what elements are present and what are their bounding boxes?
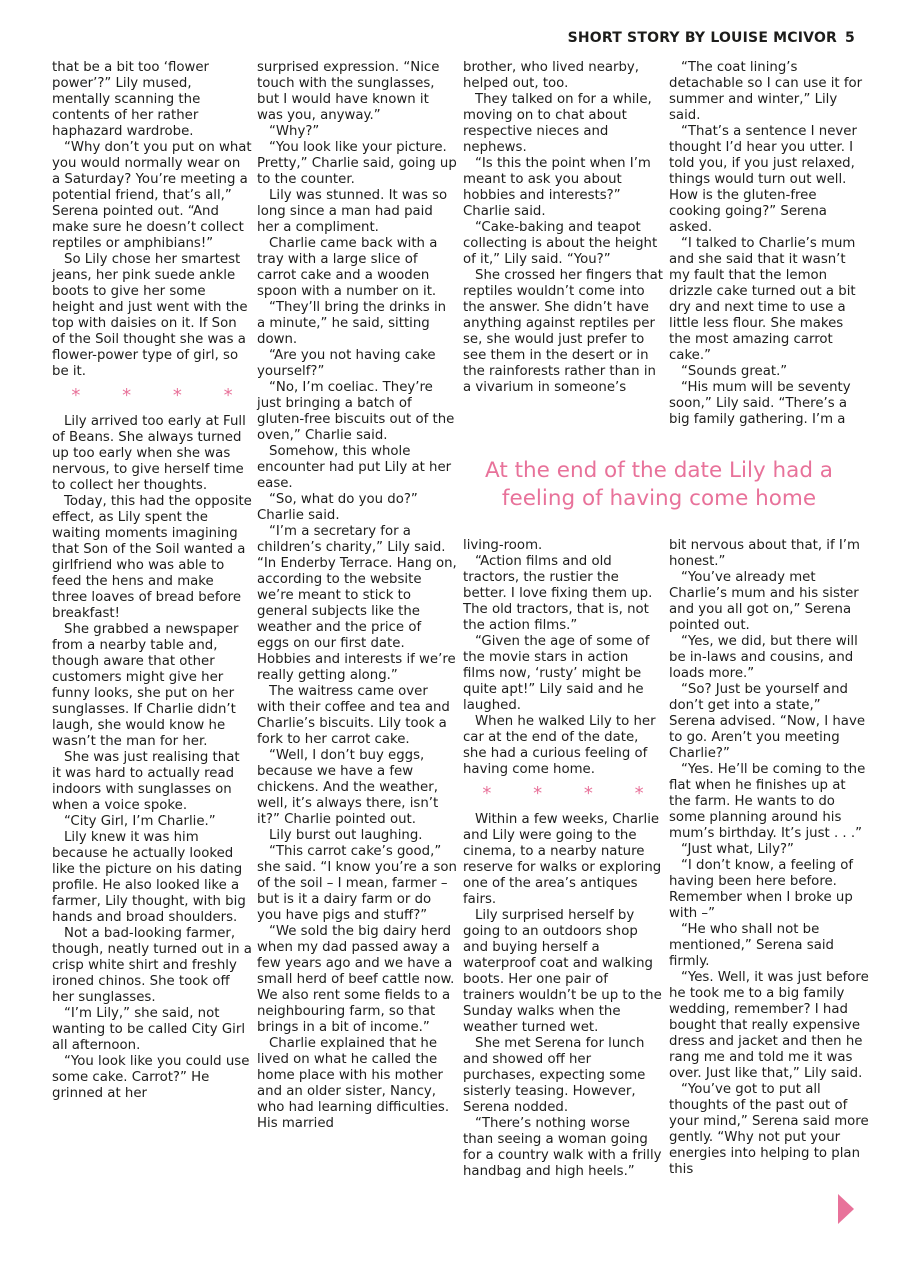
paragraph: Charlie explained that he lived on what he called the home place with his mother and an older sister, Nancy, who had learning difficulties. His married xyxy=(257,1036,450,1131)
paragraph: Lily burst out laughing. xyxy=(269,828,423,843)
paragraph: “So, what do you do?” Charlie said. xyxy=(257,492,418,523)
paragraph: brother, who lived nearby, helped out, too. xyxy=(463,60,640,91)
paragraph: “You look like your picture. Pretty,” Charlie said, going up to the counter. xyxy=(257,140,457,187)
paragraph: “So? Just be yourself and don’t get into a state,” Serena advised. “Now, I have to go. Aren’t you meeting Charlie?” xyxy=(669,682,866,761)
paragraph: “You’ve already met Charlie’s mum and his sister and you all got on,” Serena pointed out. xyxy=(669,570,859,633)
section-separator: * * * * xyxy=(71,385,251,406)
paragraph: “Why?” xyxy=(269,124,320,139)
paragraph: “Yes, we did, but there will be in-laws and cousins, and loads more.” xyxy=(669,634,858,681)
paragraph: “I talked to Charlie’s mum and she said that it wasn’t my fault that the lemon drizzle cake turned out a bit dry and next time to use a little less flour. She makes the most amazing carrot cake.” xyxy=(669,236,856,363)
paragraph: Somehow, this whole encounter had put Lily at her ease. xyxy=(257,444,452,491)
paragraph: The waitress came over with their coffee and tea and Charlie’s biscuits. Lily took a fork to her carrot cake. xyxy=(257,684,450,747)
paragraph: Not a bad-looking farmer, though, neatly turned out in a crisp white shirt and freshly ironed chinos. She took off her sunglasses. xyxy=(52,926,252,1005)
paragraph: Within a few weeks, Charlie and Lily were going to the cinema, to a nearby nature reserve for walks or exploring one of the area’s antiques fairs. xyxy=(463,812,662,907)
paragraph: She crossed her fingers that reptiles wouldn’t come into the answer. She didn’t have anything against reptiles per se, she would just prefer to see them in the desert or in the rainforests rather than in a vivarium in someone’s xyxy=(463,268,663,395)
paragraph: “His mum will be seventy soon,” Lily said. “There’s a big family gathering. I’m a xyxy=(669,380,851,427)
paragraph: Lily was stunned. It was so long since a man had paid her a compliment. xyxy=(257,188,448,235)
pull-quote: At the end of the date Lily had a feeling of having come home xyxy=(485,458,833,511)
paragraph: “Yes. He’ll be coming to the flat when he finishes up at the farm. He wants to do some planning around his mum’s birthday. It’s just . . .” xyxy=(669,762,866,841)
paragraph: “They’ll bring the drinks in a minute,” he said, sitting down. xyxy=(257,300,447,347)
paragraph: “Cake-baking and teapot collecting is about the height of it,” Lily said. “You?” xyxy=(463,220,658,267)
paragraph: Today, this had the opposite effect, as Lily spent the waiting moments imagining that Son of the Soil wanted a girlfriend who was able to feed the hens and make three loaves of bread before breakfast! xyxy=(52,494,252,621)
paragraph: “No, I’m coeliac. They’re just bringing a batch of gluten-free biscuits out of the oven,” Charlie said. xyxy=(257,380,455,443)
running-header xyxy=(568,30,855,46)
section-separator: * * * * xyxy=(482,783,662,804)
paragraph: “That’s a sentence I never thought I’d hear you utter. I told you, if you just relaxed, things would turn out well. How is the gluten-free cooking going?” Serena asked. xyxy=(669,124,857,235)
column-4-top xyxy=(669,60,869,428)
column-1 xyxy=(52,60,252,1102)
paragraph: “Are you not having cake yourself?” xyxy=(257,348,436,379)
paragraph: She was just realising that it was hard to actually read indoors with sunglasses on when a voice spoke. xyxy=(52,750,240,813)
paragraph: “He who shall not be mentioned,” Serena said firmly. xyxy=(669,922,834,969)
continue-arrow-icon xyxy=(838,1194,854,1224)
paragraph: So Lily chose her smartest jeans, her pink suede ankle boots to give her some height and just went with the top with daisies on it. If Son of the Soil thought she was a flower-power type of girl, so be it. xyxy=(52,252,248,379)
paragraph: Lily arrived too early at Full of Beans. She always turned up too early when she was nervous, to give herself time to collect her thoughts. xyxy=(52,414,246,493)
paragraph: living-room. xyxy=(463,538,543,553)
paragraph: “Why don’t you put on what you would normally wear on a Saturday? You’re meeting a potential friend, that’s all,” Serena pointed out. “And make sure he doesn’t collect reptiles or amphibians!” xyxy=(52,140,252,251)
paragraph: that be a bit too ‘flower power’?” Lily mused, mentally scanning the contents of her rather haphazard wardrobe. xyxy=(52,60,209,139)
paragraph: “You’ve got to put all thoughts of the past out of your mind,” Serena said more gently. “Why not put your energies into helping to plan this xyxy=(669,1082,869,1177)
paragraph: “Is this the point when I’m meant to ask you about hobbies and interests?” Charlie said. xyxy=(463,156,651,219)
paragraph: “Given the age of some of the movie stars in action films now, ‘rusty’ might be quite apt!” Lily said and he laughed. xyxy=(463,634,650,713)
paragraph: “Sounds great.” xyxy=(681,364,788,379)
column-3-top xyxy=(463,60,663,396)
paragraph: “Action films and old tractors, the rustier the better. I love fixing them up. The old tractors, that is, not the action films.” xyxy=(463,554,653,633)
paragraph: “You look like you could use some cake. Carrot?” He grinned at her xyxy=(52,1054,250,1101)
paragraph: “I’m a secretary for a children’s charity,” Lily said. “In Enderby Terrace. Hang on, according to the website we’re meant to stick to general subjects like the weather and the price of eggs on our first date. Hobbies and interests if we’re really getting along.” xyxy=(257,524,457,683)
paragraph: She met Serena for lunch and showed off her purchases, expecting some sisterly teasing. However, Serena nodded. xyxy=(463,1036,646,1115)
paragraph: Lily knew it was him because he actually looked like the picture on his dating profile. He also looked like a farmer, Lily thought, with big hands and broad shoulders. xyxy=(52,830,246,925)
page-number: 5 xyxy=(845,30,855,46)
column-3-bottom xyxy=(463,538,663,1180)
paragraph: “Yes. Well, it was just before he took me to a big family wedding, remember? I had bought that really expensive dress and jacket and then he rang me and told me it was over. Just like that,” Lily said. xyxy=(669,970,869,1081)
paragraph: “Well, I don’t buy eggs, because we have a few chickens. And the weather, well, it’s always there, isn’t it?” Charlie pointed out. xyxy=(257,748,439,827)
paragraph: surprised expression. “Nice touch with the sunglasses, but I would have known it was you, anyway.” xyxy=(257,60,440,123)
paragraph: “I don’t know, a feeling of having been here before. Remember when I broke up with –” xyxy=(669,858,854,921)
paragraph: She grabbed a newspaper from a nearby table and, though aware that other customers might give her funny looks, she put on her sunglasses. If Charlie didn’t laugh, she would know he wasn’t the man for her. xyxy=(52,622,239,749)
paragraph: “This carrot cake’s good,” she said. “I know you’re a son of the soil – I mean, farmer – but is it a dairy farm or do you have pigs and stuff?” xyxy=(257,844,457,923)
column-2 xyxy=(257,60,457,1132)
paragraph: “The coat lining’s detachable so I can use it for summer and winter,” Lily said. xyxy=(669,60,863,123)
paragraph: “I’m Lily,” she said, not wanting to be called City Girl all afternoon. xyxy=(52,1006,246,1053)
paragraph: “There’s nothing worse than seeing a woman going for a country walk with a frilly handbag and high heels.” xyxy=(463,1116,662,1179)
paragraph: bit nervous about that, if I’m honest.” xyxy=(669,538,860,569)
paragraph: They talked on for a while, moving on to chat about respective nieces and nephews. xyxy=(463,92,652,155)
paragraph: Charlie came back with a tray with a large slice of carrot cake and a wooden spoon with a number on it. xyxy=(257,236,438,299)
paragraph: When he walked Lily to her car at the end of the date, she had a curious feeling of having come home. xyxy=(463,714,656,777)
paragraph: “Just what, Lily?” xyxy=(681,842,794,857)
paragraph: Lily surprised herself by going to an outdoors shop and buying herself a waterproof coat and walking boots. Her one pair of trainers wouldn’t be up to the Sunday walks when the weather turned wet. xyxy=(463,908,662,1035)
column-4-bottom xyxy=(669,538,869,1178)
paragraph: “City Girl, I’m Charlie.” xyxy=(64,814,216,829)
header-title: SHORT STORY BY LOUISE MCIVOR xyxy=(567,30,838,46)
paragraph: “We sold the big dairy herd when my dad passed away a few years ago and we have a small herd of beef cattle now. We also rent some fields to a neighbouring farm, so that brings in a bit of income.” xyxy=(257,924,455,1035)
